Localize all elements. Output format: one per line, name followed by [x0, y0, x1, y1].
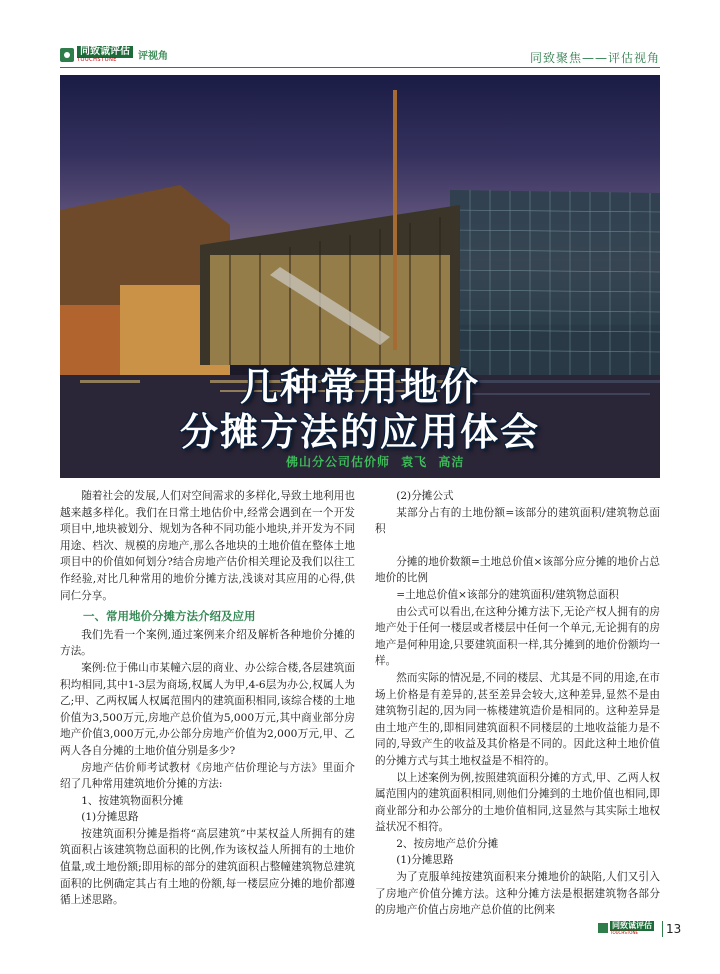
body-paragraph: 案例:位于佛山市某幢六层的商业、办公综合楼,各层建筑面积均相同,其中1-3层为商场,权属人为甲,4-6层为办公,权属人为乙;甲、乙两权属人权属范围内的建筑面积相同,该综合楼的土地价值为3,500万元,房地产总价值为5,000万元,其中商业部分房地产价值3,000万元,办公部分房地产价值为2,000万元,甲、乙两人各自分摊的土地价值分别是多少?: [60, 661, 355, 757]
body-paragraph: (2)分摊公式: [396, 490, 454, 502]
brand-logo: [60, 46, 168, 63]
body-paragraph: 按建筑面积分摊是指将“高层建筑”中某权益人所拥有的建筑面积占该建筑物总面积的比例,作为该权益人所拥有的土地价值量,或土地份额;即用标的部分的建筑面积占整幢建筑物总建筑面积的比例确定其占有土地的份额,每一楼层应分摊的地价都遵循上述思路。: [60, 827, 355, 907]
body-paragraph: 房地产估价师考试教材《房地产估价理论与方法》里面介绍了几种常用建筑地价分摊的方法:: [60, 761, 355, 791]
body-paragraph: 然而实际的情况是,不同的楼层、尤其是不同的用途,在市场上价格是有差异的,甚至差异会较大,这种差异,显然不是由建筑物引起的,因为同一栋楼建筑造价是相同的。这种差异是由土地产生的,即相同建筑面积不同楼层的土地收益能力是不同的,导致产生的收益及其价格是不同的。因此这种土地价值的分摊方式与其土地权益是不相符的。: [375, 671, 660, 767]
header-rule: [60, 67, 660, 68]
body-paragraph: 某部分占有的土地份额=该部分的建筑面积/建筑物总面积: [375, 506, 660, 536]
body-paragraph: (1)分摊思路: [396, 854, 454, 867]
footer-logo-en-text: TOUCHSTONE: [610, 930, 638, 935]
article-title-line-1: 几种常用地价: [239, 364, 480, 409]
body-paragraph: 1、按建筑物面积分摊: [81, 794, 184, 807]
section-heading: 一、常用地价分摊方法介绍及应用: [83, 609, 256, 624]
footer-logo-mark-icon: [598, 923, 608, 933]
logo-mark-icon: [60, 48, 74, 62]
body-paragraph: 随着社会的发展,人们对空间需求的多样化,导致土地利用也越来越多样化。我们在日常土地估价中,经常会遇到在一个开发项目中,地块被划分、规划为各种不同功能小地块,并开发为不同用途、档次、规模的房地产,那么各地块的土地价值在整体土地项目中的价值如何划分?结合房地产估价相关理论及我们以往工作经验,对比几种常用的地价分摊方法,浅谈对其应用的心得,供同仁分享。: [60, 490, 355, 602]
logo-text: 同致诚评估: [77, 46, 133, 58]
logo-tag: 评视角: [138, 51, 168, 62]
right-text-column: [375, 488, 660, 919]
footer-logo: [598, 921, 654, 935]
article-byline: 佛山分公司估价师 袁飞 高洁: [286, 455, 465, 469]
article-title-line-2: 分摊方法的应用体会: [179, 409, 540, 454]
page-number-divider: [662, 921, 663, 937]
body-paragraph: 分摊的地价数额=土地总价值×该部分应分摊的地价占总地价的比例: [375, 555, 660, 585]
spacer: [375, 538, 660, 554]
page-header: [0, 0, 720, 75]
page-number: 13: [666, 922, 682, 936]
body-paragraph: 为了克服单纯按建筑面积来分摊地价的缺陷,人们又引入了房地产价值分摊方法。这种分摊方法是根据建筑物各部分的房地产价值占房地产总价值的比例来: [375, 871, 660, 917]
footer-logo-text: 同致诚评估: [612, 921, 652, 930]
body-paragraph: 以上述案例为例,按照建筑面积分摊的方式,甲、乙两人权属范围内的建筑面积相同,则他们分摊到的土地价值也相同,即商业部分和办公部分的土地价值相同,这显然与其实际土地权益状况不相符。: [375, 771, 660, 834]
body-paragraph: 由公式可以看出,在这种分摊方法下,无论产权人拥有的房地产处于任何一楼层或者楼层中任何一个单元,无论拥有的房地产是何种用途,只要建筑面积一样,其分摊到的地价份额均一样。: [375, 605, 660, 668]
body-paragraph: (1)分摊思路: [81, 811, 139, 824]
body-paragraph: =土地总价值×该部分的建筑面积/建筑物总面积: [396, 588, 619, 601]
logo-en-text: TOUCHSTONE: [77, 57, 117, 63]
body-paragraph: 2、按房地产总价分摊: [396, 837, 499, 850]
section-label: 同致聚焦——评估视角: [529, 51, 660, 65]
left-text-column: [60, 488, 355, 909]
body-paragraph: 我们先看一个案例,通过案例来介绍及解析各种地价分摊的方法。: [60, 628, 355, 658]
